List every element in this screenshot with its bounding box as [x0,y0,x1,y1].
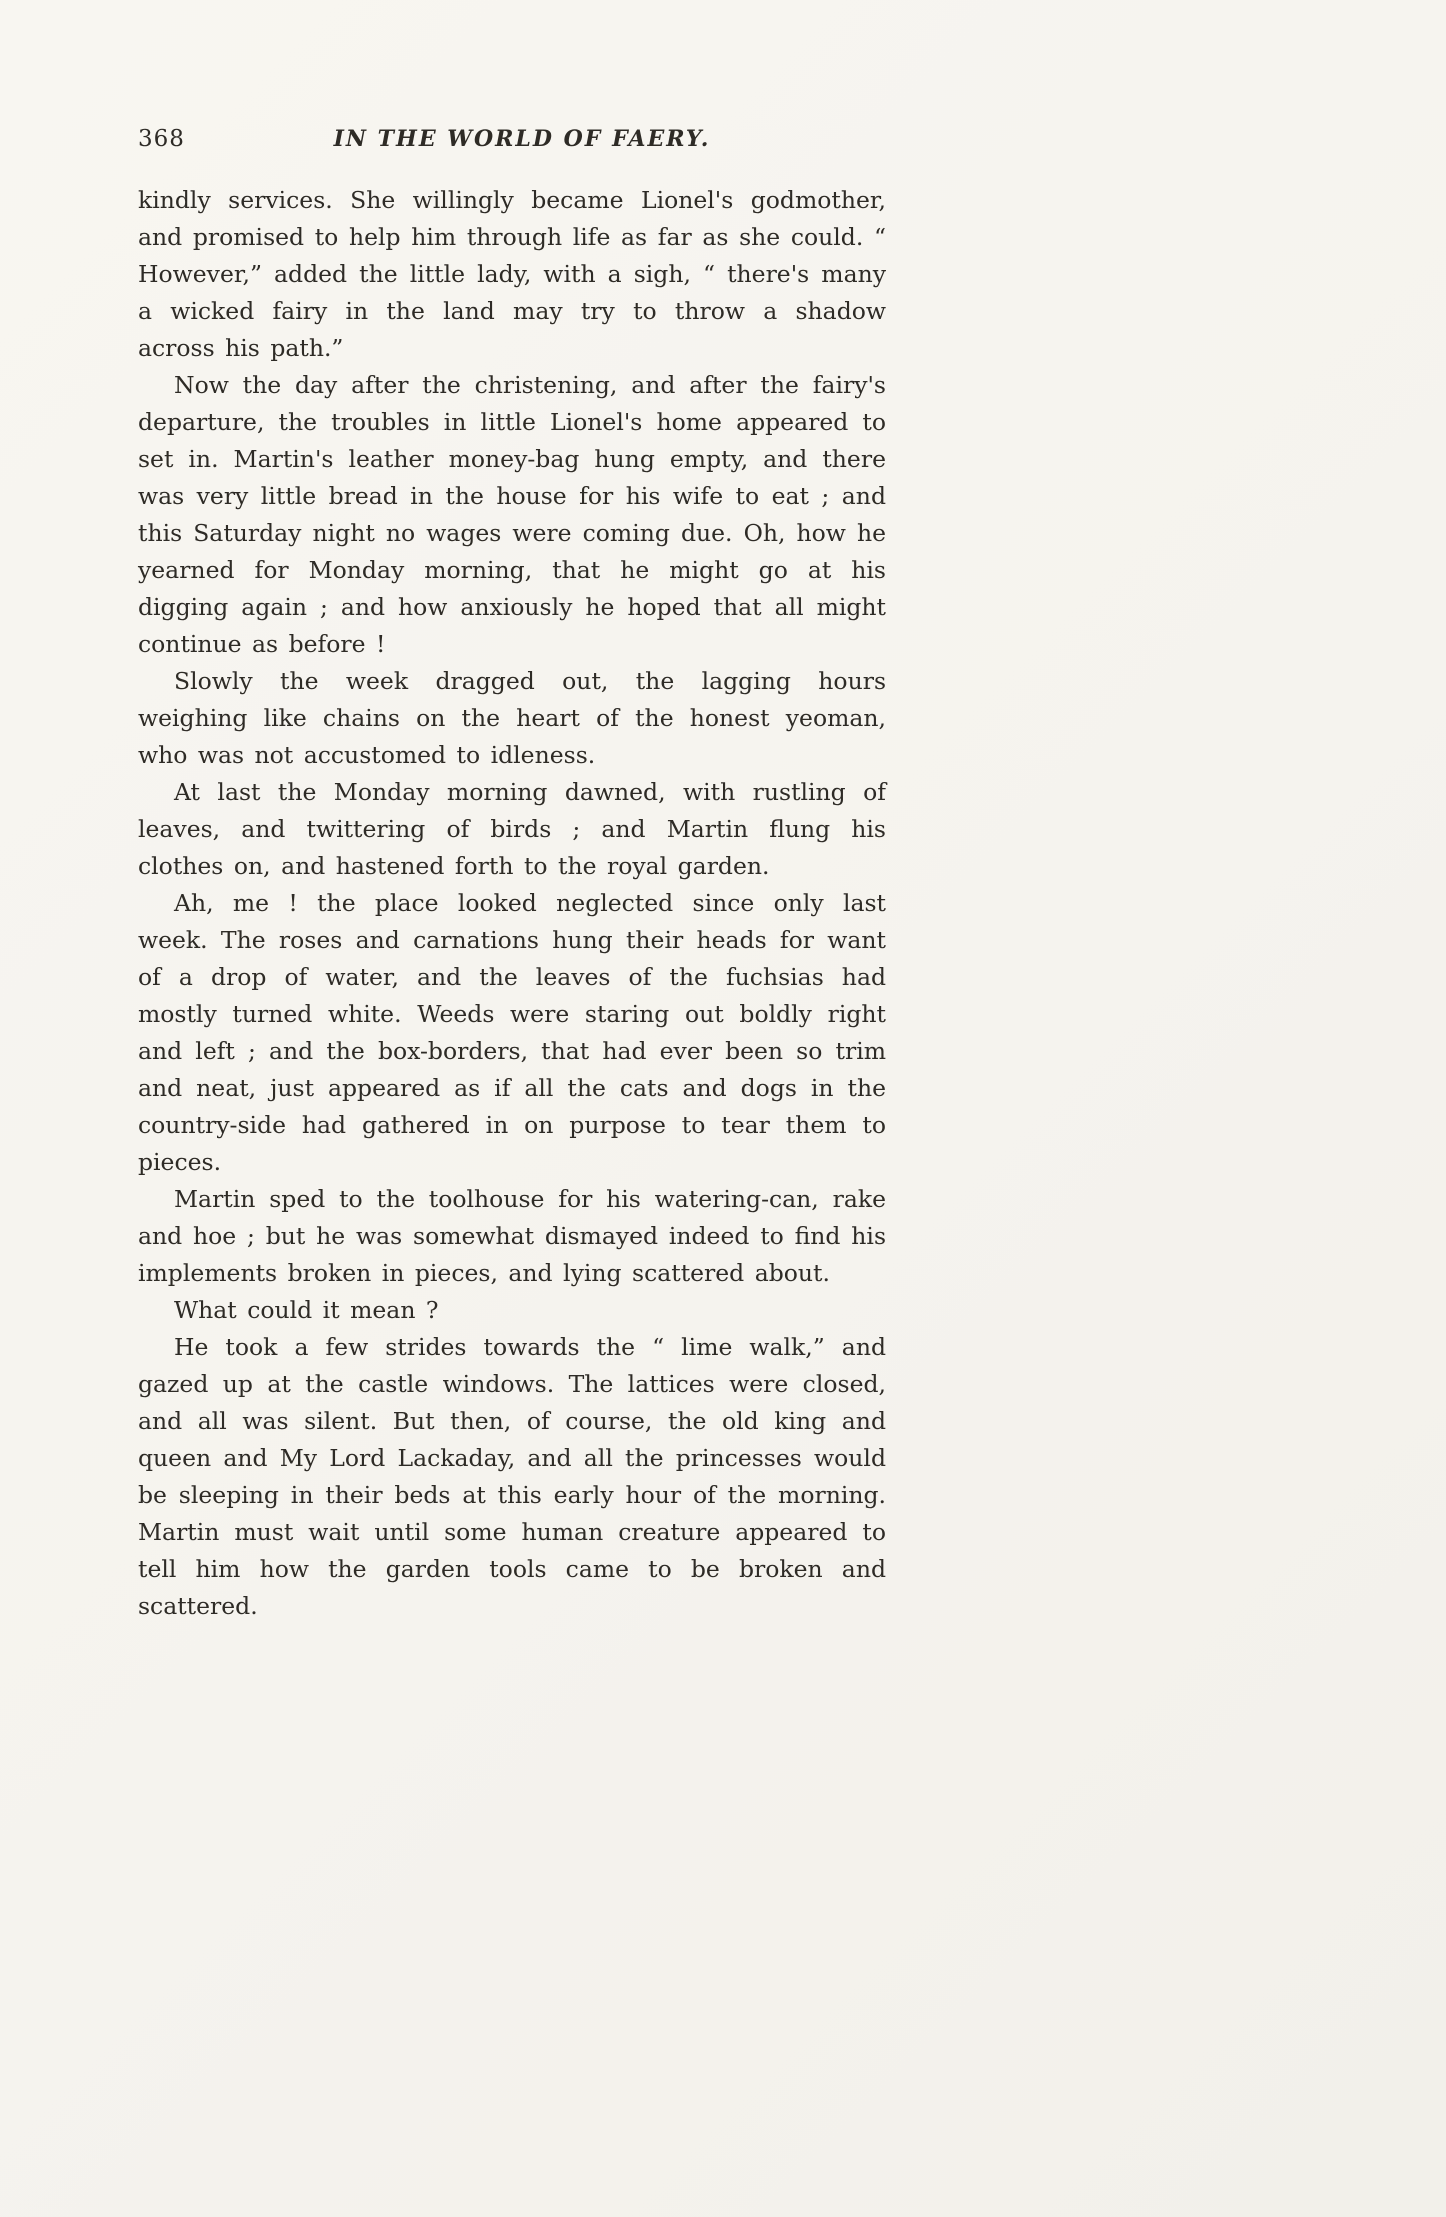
paragraph: Ah, me ! the place looked neglected since only last week. The roses and carnations hung their heads for want of a drop of water, and the leaves of the fuchsias had mostly turned white. Weeds were staring out boldly right and left ; and the box-borders, that had ever been so trim and neat, just appeared as if all the cats and dogs in the country-side had gathered in on purpose to tear them to pieces. [138,889,886,1176]
paragraph: At last the Monday morning dawned, with rustling of leaves, and twittering of birds ; and Martin flung his clothes on, and hastened forth to the royal garden. [138,778,886,880]
paragraph: Now the day after the christening, and after the fairy's departure, the troubles in little Lionel's home appeared to set in. Martin's leather money-bag hung empty, and there was very little bread in the house for his wife to eat ; and this Saturday night no wages were coming due. Oh, how he yearned for Monday morning, that he might go at his digging again ; and how anxiously he hoped that all might continue as before ! [138,371,886,658]
paragraph: kindly services. She willingly became Lionel's godmother, and promised to help him through life as far as she could. “ However,” added the little lady, with a sigh, “ there's many a wicked fairy in the land may try to throw a shadow across his path.” [138,186,886,362]
paragraph: Martin sped to the toolhouse for his watering-can, rake and hoe ; but he was somewhat dismayed indeed to find his implements broken in pieces, and lying scattered about. [138,1185,886,1287]
paragraph: Slowly the week dragged out, the lagging hours weighing like chains on the heart of the honest yeoman, who was not accustomed to idleness. [138,667,886,769]
body-text [138,182,886,1625]
paragraph: He took a few strides towards the “ lime walk,” and gazed up at the castle windows. The lattices were closed, and all was silent. But then, of course, the old king and queen and My Lord Lackaday, and all the princesses would be sleeping in their beds at this early hour of the morning. Martin must wait until some human creature appeared to tell him how the garden tools came to be broken and scattered. [138,1333,886,1620]
running-header: IN THE WORLD OF FAERY. [333,126,711,152]
page-number: 368 [138,126,185,152]
page-header [138,126,886,152]
paragraph: What could it mean ? [174,1296,439,1324]
text-block [138,126,886,1625]
